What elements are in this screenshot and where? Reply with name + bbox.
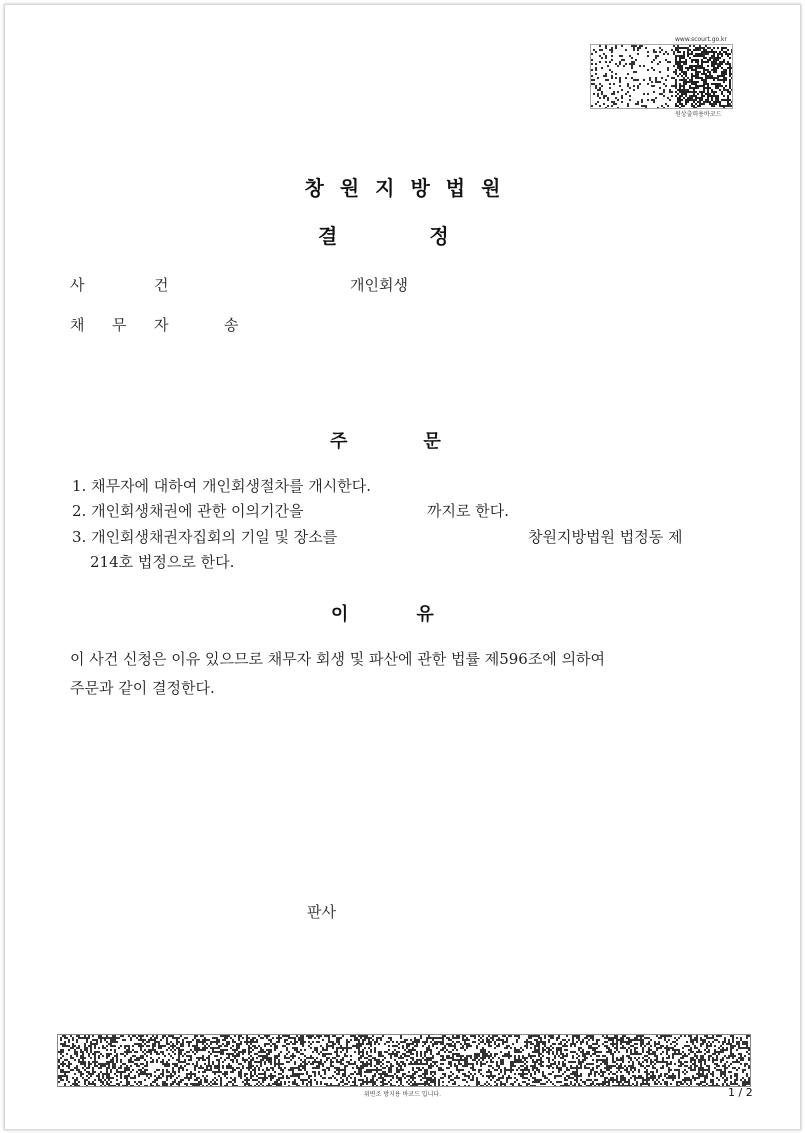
order-item-3-cont: 214호 법정으로 한다. bbox=[90, 553, 235, 571]
order-item-3-tail: 창원지방법원 법정동 제 bbox=[528, 528, 683, 546]
court-name: 창원지방법원 bbox=[304, 176, 517, 200]
reason-heading bbox=[331, 600, 434, 626]
decision-title bbox=[318, 220, 449, 249]
decision-title-right: 정 bbox=[429, 224, 449, 248]
order-heading-right: 문 bbox=[423, 431, 441, 452]
order-item-2-tail: 까지로 한다. bbox=[427, 502, 509, 520]
top-barcode-caption: 원상출력용바코드 bbox=[675, 111, 722, 118]
reason-heading-right: 유 bbox=[416, 604, 434, 625]
judge-label: 판사 bbox=[307, 903, 336, 921]
case-value: 개인회생 bbox=[350, 276, 408, 294]
bottom-barcode-icon bbox=[57, 1034, 751, 1087]
bottom-barcode-caption: 위변조 방지용 바코드 입니다. bbox=[363, 1091, 442, 1098]
reason-heading-left: 이 bbox=[331, 604, 349, 625]
order-heading bbox=[330, 427, 441, 453]
reason-line-1: 이 사건 신청은 이유 있으므로 채무자 회생 및 파산에 관한 법률 제596조에 의하여 bbox=[70, 650, 606, 668]
order-item-2: 2. 개인회생채권에 관한 이의기간을 bbox=[72, 502, 304, 520]
debtor-label: 채 무 자 bbox=[70, 316, 169, 334]
reason-line-2: 주문과 같이 결정한다. bbox=[70, 679, 215, 697]
court-url: www.scourt.go.kr bbox=[675, 36, 727, 43]
top-barcode-icon bbox=[590, 44, 733, 109]
decision-title-left: 결 bbox=[318, 224, 338, 248]
debtor-value: 송 bbox=[224, 316, 239, 334]
order-item-3: 3. 개인회생채권자집회의 기일 및 장소를 bbox=[72, 528, 338, 546]
page-number: 1 / 2 bbox=[728, 1086, 753, 1099]
order-heading-left: 주 bbox=[330, 431, 348, 452]
order-item-1: 1. 채무자에 대하여 개인회생절차를 개시한다. bbox=[72, 477, 371, 495]
case-label: 사 건 bbox=[70, 276, 169, 294]
